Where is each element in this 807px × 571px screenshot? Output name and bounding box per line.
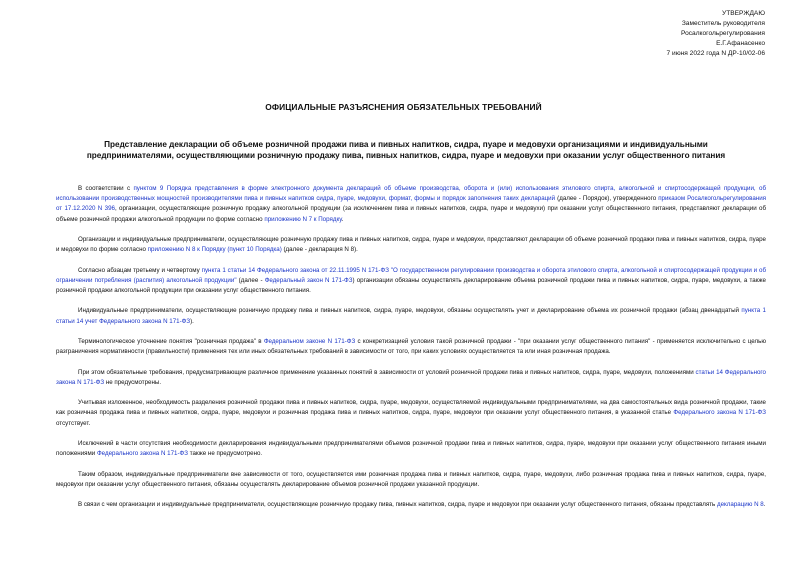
paragraph-text: Организации и индивидуальные предприниматели, осуществляющие розничную продажу пива и пивных напитков, сидра, пуаре и медовухи, представляют декларации об объеме розничной продажи пива и пивных напитков, сидра, пуаре и медовухи по форме согласно [56,236,766,254]
approval-heading: УТВЕРЖДАЮ [722,10,765,17]
paragraph-5 [56,337,766,357]
paragraph-text: Исключений в части отсутствия необходимости декларирования индивидуальными предпринимателями объемов розничной продажи пива и пивных напитков, сидра, пуаре, медовухи при оказании услуг общественного питания иными положениями [56,439,766,458]
approval-block [667,9,765,59]
paragraph-text: Согласно абзацам третьему и четвертому [78,266,202,274]
paragraph-text: , организации, осуществляющие розничную продажу алкогольной продукции (за исключением пива и пивных напитков, сидра, пуаре и медовухи) при оказании услуг общественного питания, представляют декларации об объеме розничной продажи алкогольной продукции по форме согласно [56,205,766,223]
paragraph-text: В связи с чем организации и индивидуальные предприниматели, осуществляющие розничную продажу пива, пивных напитков, сидра, пуаре и медовухи при оказании услуг общественного питания, обязаны представлять [78,501,717,509]
paragraph-text: (далее - Порядок), утвержденного [555,195,659,203]
paragraph-text: . [763,501,766,509]
link-federal-law-171[interactable]: Федеральном законе N 171-ФЗ [263,337,356,345]
paragraph-text: При этом обязательные требования, предусматривающие различное применение указанных понятий в зависимости от условий розничной продажи пива и пивных напитков, сидра, пуаре, медовухи, положениями [78,368,696,376]
paragraph-text: Индивидуальные предприниматели, осуществляющие розничную продажу пива и пивных напитков, сидра, пуаре, медовухи, обязаны осуществлять учет и декларирование объема их розничной продажи (абзац двенадцатый [78,307,742,315]
link-appendix-8[interactable]: приложению N 8 к Порядку (пункт 10 Порядка) [147,246,282,254]
paragraph-7 [56,398,766,429]
link-federal-law-171[interactable]: Федерального закона N 171-ФЗ [673,409,766,417]
document-body [56,184,766,521]
link-federal-law-171[interactable]: Федеральный закон N 171-ФЗ [264,276,353,284]
paragraph-text: В соответствии с [78,185,134,192]
document-title: ОФИЦИАЛЬНЫЕ РАЗЪЯСНЕНИЯ ОБЯЗАТЕЛЬНЫХ ТРЕБОВАНИЙ [265,102,542,112]
paragraph-text: не предусмотрены. [104,378,162,386]
link-procedure-item-9[interactable]: пунктом 9 Порядка представления в форме электронного документа деклараций об объеме производства, оборота и (или) использования этилового спирта, алкогольной и спиртосодержащей продукции, об использовании производственных мощностей производителями пива и пивных напитков сидра, пуаре, медовухи, формат, формы и порядок заполнения таких деклараций [56,185,766,203]
paragraph-text: также не предусмотрено. [187,450,263,458]
approver-position: Заместитель руководителя [681,20,765,28]
link-appendix-7[interactable]: приложению N 7 к Порядку [264,215,342,223]
paragraph-text: (далее - декларация N 8). [281,246,358,254]
link-declaration-8[interactable]: декларацию N 8 [716,501,764,509]
approval-date-number: 7 июня 2022 года N ДР-10/02-06 [666,50,765,58]
paragraph-text: с конкретизацией условия такой розничной продажи - "при оказании услуг общественного питания" - применяется исключительно с целью разграничения нормативности (правильности) применения тех или иных обязательных требований в зависимости от того, при каких условиях осуществляется та или иная розничная продажа. [56,337,767,356]
paragraph-text: отсутствует. [56,419,91,427]
approver-name: Е.Г.Афанасенко [716,40,765,48]
paragraph-text: Терминологическое уточнение понятия "розничная продажа" в [78,337,264,345]
paragraph-9 [56,470,766,490]
approver-organization: Росалкогольрегулирования [680,30,765,38]
paragraph-6 [56,368,766,388]
paragraph-2 [56,235,766,255]
paragraph-4 [56,306,766,326]
link-article-14-item-1[interactable]: пункта 1 статьи 14 учет Федерального закона N 171-ФЗ [56,307,766,325]
paragraph-10 [56,500,766,510]
link-federal-law-171[interactable]: Федерального закона N 171-ФЗ [96,450,188,458]
paragraph-8 [56,439,766,459]
paragraph-text: Таким образом, индивидуальные предприниматели вне зависимости от того, осуществляется ими розничная продажа пива и пивных напитков, сидра, пуаре, медовухи, либо розничная продажа пива и пивных напитков, сидра, пуаре, медовухи при оказании услуг общественного питания, обязаны осуществлять декларирование объемов розничной продажи указанной продукции. [56,470,766,488]
link-article-14[interactable]: статьи 14 Федерального закона N 171-ФЗ [56,368,766,386]
paragraph-text: Учитывая изложенное, необходимость разделения розничной продажи пива и пивных напитков, сидра, пуаре, медовухи, осуществляемой индивидуальными предпринимателями, на два самостоятельных вида розничной продажи, такие как розничная продажа пива и пивных напитков, сидра, пуаре, медовухи и розничная продажа пива и пивных напитков, сидра, пуаре, медовухи при оказании услуг общественного питания, в указанной статье [56,399,766,417]
link-law-article-14[interactable]: пункта 1 статьи 14 Федерального закона от 22.11.1995 N 171-ФЗ "О государственном регулировании производства и оборота этилового спирта, алкогольной и спиртосодержащей продукции и об ограничении потребления (распития) алкогольной продукции" [56,266,766,284]
paragraph-1 [56,184,766,225]
document-subtitle: Представление декларации об объеме розничной продажи пива и пивных напитков, сидра, пуаре и медовухи организациями и индивидуальными предпринимателями, осуществляющими розничную продажу пива, пивных напитков, сидра, пуаре и медовухи при оказании услуг общественного питания [86,140,726,160]
paragraph-text: (далее - [236,276,265,284]
paragraph-text: ) организации обязаны осуществлять декларирование объема розничной продажи пива и пивных напитков, сидра, пуаре, медовухи, а также розничной продажи алкогольной продукции при оказании услуг общественного питания. [56,276,766,294]
paragraph-text: . [341,215,344,223]
link-order-396[interactable]: приказом Росалкогольрегулирования от 17.12.2020 N 396 [56,195,766,213]
paragraph-3 [56,266,766,297]
paragraph-text: ). [190,317,194,325]
